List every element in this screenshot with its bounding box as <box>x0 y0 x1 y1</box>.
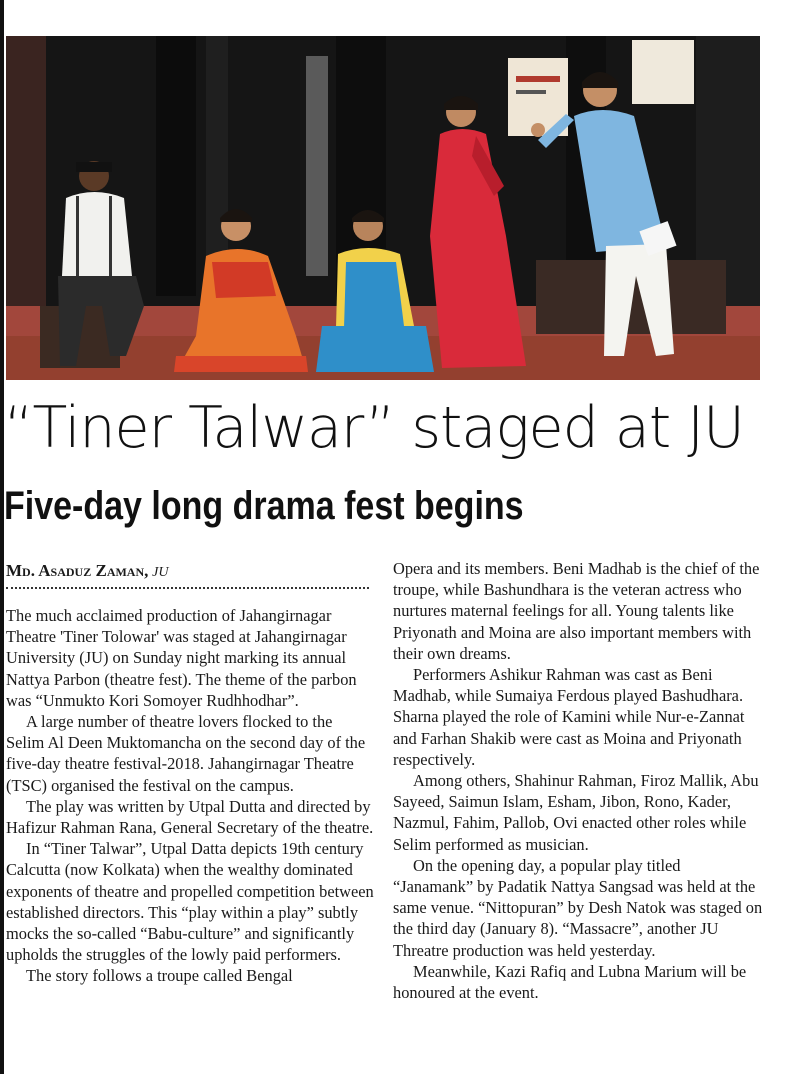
paragraph: Opera and its members. Beni Madhab is the chief of the troupe, while Bashundhara is the veteran actress who nurtures maternal feelings for all. Young talents like Priyonath and Moina are also important members with their own dreams. <box>393 559 760 663</box>
left-wall <box>6 36 46 316</box>
article-column-right <box>393 558 763 1003</box>
page-edge <box>0 0 4 1074</box>
paragraph: The story follows a troupe called Bengal <box>26 966 293 986</box>
byline <box>6 561 168 583</box>
curtain-fold <box>156 36 196 296</box>
byline-author: Md. Asaduz Zaman, <box>6 561 149 580</box>
byline-location: JU <box>152 565 169 580</box>
paragraph: A large number of theatre lovers flocked to the Selim Al Deen Muktomancha on the second day of the five-day theatre festival-2018. Jahangirnagar Theatre (TSC) organised the festival on the campus. <box>6 712 366 795</box>
article-column-left <box>6 605 374 987</box>
article-photo <box>6 36 760 380</box>
curtain-fold <box>206 36 228 286</box>
byline-divider <box>6 584 369 589</box>
backstage-gap <box>306 56 328 276</box>
stage-poster <box>632 40 694 104</box>
paragraph: Among others, Shahinur Rahman, Firoz Mallik, Abu Sayeed, Saimun Islam, Esham, Jibon, Rono, Kader, Nazmul, Fahim, Pallob, Ovi enacted other roles while Selim performed as musician. <box>393 771 759 854</box>
paragraph: On the opening day, a popular play titled “Janamank” by Padatik Nattya Sangsad was held at the same venue. “Nittopuran” by Desh Natok was staged on the third day (January 8). “Massacre”, another JU Threatre production was held yesterday. <box>393 855 763 960</box>
stage-performance-image <box>6 36 760 380</box>
poster-text <box>516 90 546 94</box>
paragraph: Performers Ashikur Rahman was cast as Beni Madhab, while Sumaiya Ferdous played Bashudhara. Sharna played the role of Kamini while Nur-e-Zannat and Farhan Shakib were cast as Moina and Priyonath respectively. <box>393 665 745 769</box>
poster-text <box>516 76 560 82</box>
paragraph: Meanwhile, Kazi Rafiq and Lubna Marium will be honoured at the event. <box>393 961 747 1003</box>
article-headline: “Tiner Talwar” staged at JU <box>4 395 744 461</box>
paragraph: In “Tiner Talwar”, Utpal Datta depicts 19th century Calcutta (now Kolkata) when the wealthy dominated exponents of theatre and propelled competition between established directors. This “play within a play” subtly mocks the so-called “Babu-culture” and significantly upholds the struggles of the lowly paid performers. <box>6 839 374 965</box>
paragraph: The much acclaimed production of Jahangirnagar Theatre 'Tiner Tolowar' was staged at Jahangirnagar University (JU) on Sunday night marking its annual Nattya Parbon (theatre fest). The theme of the parbon was “Unmukto Kori Somoyer Rudhhodhar”. <box>6 606 357 710</box>
paragraph: The play was written by Utpal Dutta and directed by Hafizur Rahman Rana, General Secretary of the theatre. <box>6 796 374 838</box>
article-subheadline: Five-day long drama fest begins <box>4 484 524 528</box>
